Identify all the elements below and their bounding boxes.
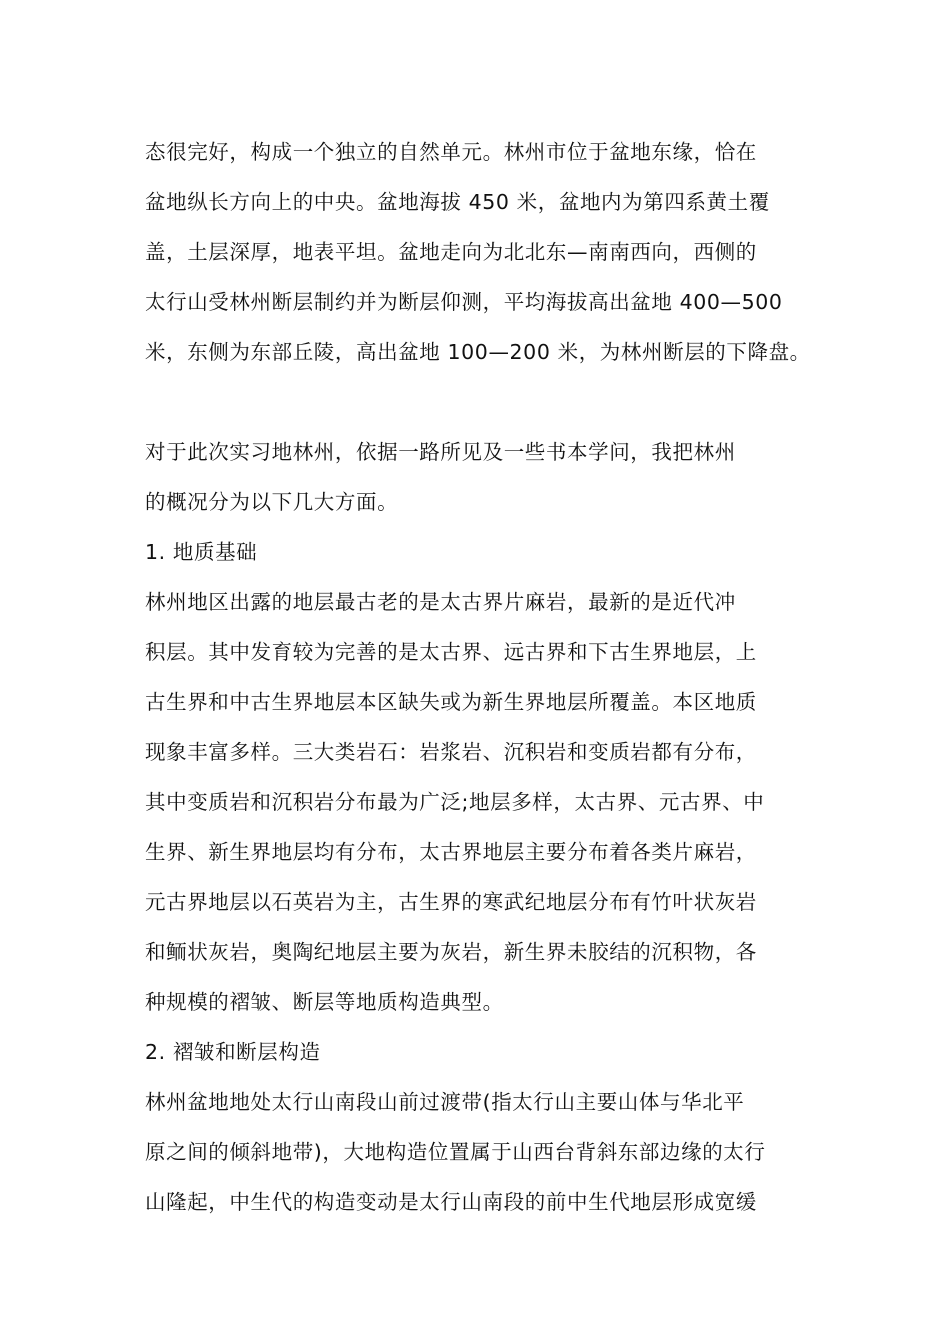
paragraph-line: 元古界地层以石英岩为主，古生界的寒武纪地层分布有竹叶状灰岩	[145, 890, 757, 914]
paragraph-line: 山隆起，中生代的构造变动是太行山南段的前中生代地层形成宽缓	[145, 1190, 757, 1214]
paragraph-line: 态很完好，构成一个独立的自然单元。林州市位于盆地东缘，恰在	[145, 140, 757, 164]
paragraph-line: 米，东侧为东部丘陵，高出盆地 100—200 米，为林州断层的下降盘。	[145, 340, 811, 364]
paragraph-line: 种规模的褶皱、断层等地质构造典型。	[145, 990, 504, 1014]
paragraph-line: 积层。其中发育较为完善的是太古界、远古界和下古生界地层，上	[145, 640, 757, 664]
paragraph-line: 林州地区出露的地层最古老的是太古界片麻岩，最新的是近代冲	[145, 590, 736, 614]
paragraph-line: 生界、新生界地层均有分布，太古界地层主要分布着各类片麻岩，	[145, 840, 757, 864]
paragraph-line: 盖，土层深厚，地表平坦。盆地走向为北北东—南南西向，西侧的	[145, 240, 757, 264]
paragraph-line: 古生界和中古生界地层本区缺失或为新生界地层所覆盖。本区地质	[145, 690, 757, 714]
section-heading-geology: 1. 地质基础	[145, 540, 258, 564]
paragraph-line: 对于此次实习地林州，依据一路所见及一些书本学问，我把林州	[145, 440, 736, 464]
paragraph-line: 其中变质岩和沉积岩分布最为广泛;地层多样，太古界、元古界、中	[145, 790, 765, 814]
section-heading-folds-faults: 2. 褶皱和断层构造	[145, 1040, 321, 1064]
paragraph-line: 的概况分为以下几大方面。	[145, 490, 399, 514]
paragraph-line: 现象丰富多样。三大类岩石：岩浆岩、沉积岩和变质岩都有分布，	[145, 740, 757, 764]
paragraph-line: 林州盆地地处太行山南段山前过渡带(指太行山主要山体与华北平	[145, 1090, 745, 1114]
paragraph-line: 原之间的倾斜地带)，大地构造位置属于山西台背斜东部边缘的太行	[145, 1140, 766, 1164]
paragraph-line: 盆地纵长方向上的中央。盆地海拔 450 米，盆地内为第四系黄土覆	[145, 190, 770, 214]
paragraph-line: 太行山受林州断层制约并为断层仰测，平均海拔高出盆地 400—500	[145, 290, 783, 314]
paragraph-line: 和鲕状灰岩，奥陶纪地层主要为灰岩，新生界未胶结的沉积物，各	[145, 940, 757, 964]
